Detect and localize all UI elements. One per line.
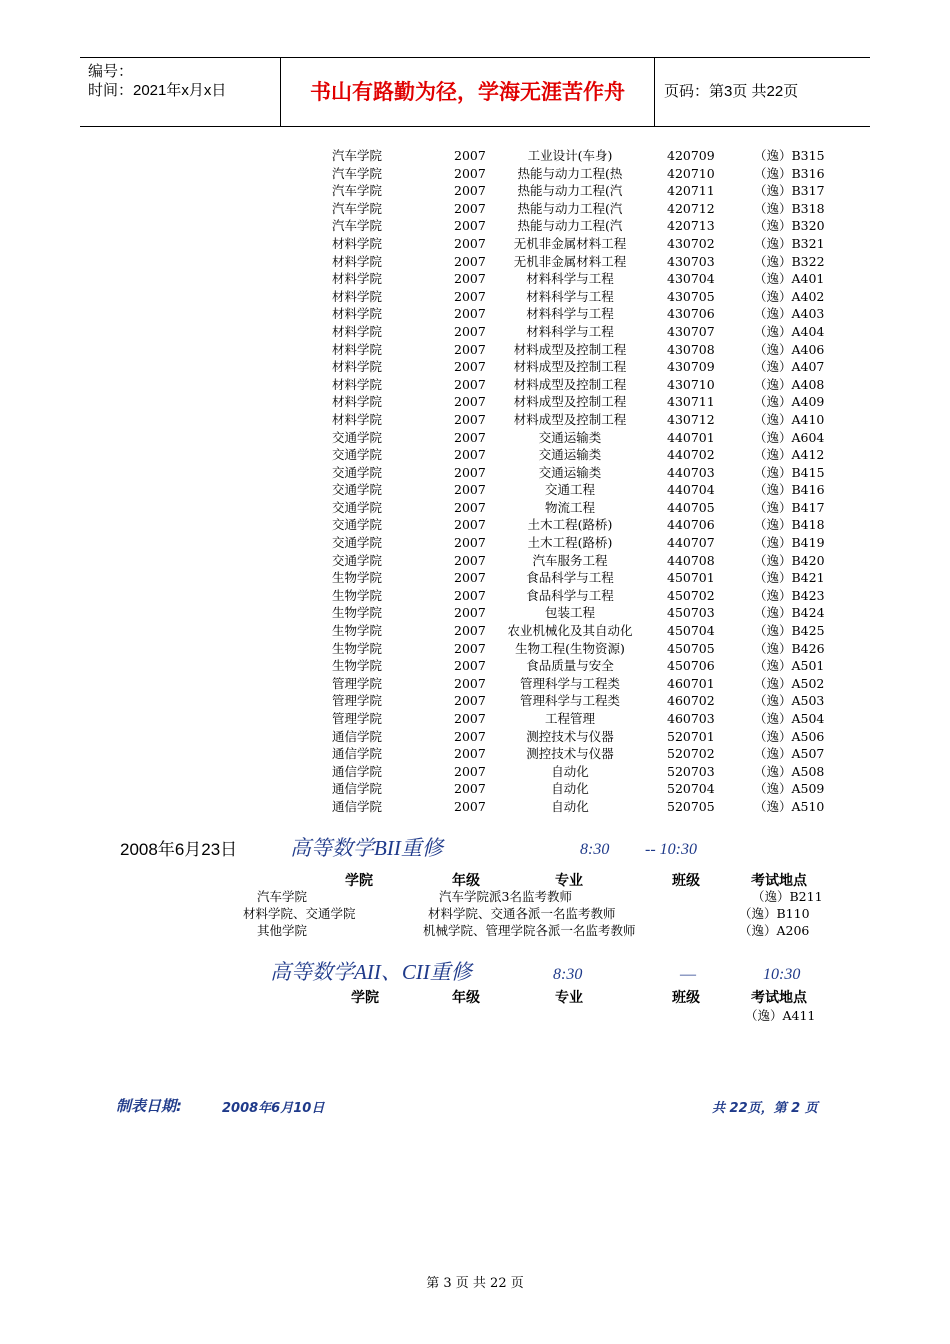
grade-cell: 2007 bbox=[454, 517, 486, 533]
grade-cell: 2007 bbox=[454, 570, 486, 586]
college-cell: 生物学院 bbox=[332, 640, 383, 656]
grade-cell: 2007 bbox=[454, 623, 486, 639]
major-cell: 材料成型及控制工程 bbox=[513, 359, 627, 375]
grade-cell: 2007 bbox=[454, 552, 486, 568]
college-cell: 材料学院 bbox=[332, 323, 383, 339]
college-cell: 交通学院 bbox=[332, 447, 383, 463]
table-row bbox=[0, 165, 950, 183]
room-cell: （逸）B423 bbox=[754, 587, 825, 603]
room-cell: （逸）B315 bbox=[754, 148, 825, 163]
table-row bbox=[0, 780, 950, 798]
header-meta bbox=[80, 58, 281, 126]
major-cell: 管理科学与工程类 bbox=[519, 693, 620, 709]
table-row bbox=[0, 323, 950, 341]
table-row bbox=[0, 622, 950, 640]
col-header-class: 班级 bbox=[672, 873, 700, 889]
grade-cell: 2007 bbox=[454, 499, 486, 515]
class-cell: 520705 bbox=[667, 798, 715, 814]
class-cell: 420712 bbox=[667, 200, 715, 216]
grade-cell: 2007 bbox=[454, 605, 486, 621]
table-row bbox=[0, 270, 950, 288]
class-cell: 430710 bbox=[667, 376, 715, 392]
major-cell: 材料成型及控制工程 bbox=[513, 341, 627, 357]
time-label: 时间：2021年x月x日 bbox=[88, 82, 227, 99]
table-row bbox=[0, 499, 950, 517]
table-row bbox=[0, 552, 950, 570]
class-cell: 430711 bbox=[667, 394, 715, 410]
major-cell: 食品质量与安全 bbox=[526, 658, 614, 674]
time-end: -- 10:30 bbox=[645, 841, 697, 858]
major-cell: 工业设计(车身) bbox=[527, 148, 613, 163]
grade-cell: 2007 bbox=[454, 323, 486, 339]
class-cell: 440702 bbox=[667, 447, 715, 463]
college-cell: 材料学院 bbox=[332, 376, 383, 392]
room-cell: （逸）B417 bbox=[754, 499, 825, 515]
header-page-cell bbox=[655, 58, 870, 126]
exam-schedule-table bbox=[0, 147, 950, 816]
class-cell: 430706 bbox=[667, 306, 715, 322]
college-cell: 管理学院 bbox=[332, 693, 383, 709]
class-cell: 430708 bbox=[667, 341, 715, 357]
class-cell: 440701 bbox=[667, 429, 715, 445]
page-code: 页码：第3页 共22页 bbox=[664, 83, 799, 100]
class-cell: 440705 bbox=[667, 499, 715, 515]
table-row bbox=[0, 587, 950, 605]
col-header-college: 学院 bbox=[345, 873, 373, 889]
made-date-label: 制表日期: bbox=[116, 1097, 182, 1115]
table-row bbox=[0, 640, 950, 658]
motto: 书山有路勤为径，学海无涯苦作舟 bbox=[310, 80, 625, 104]
grade-cell: 2007 bbox=[454, 394, 486, 410]
major-cell: 交通运输类 bbox=[538, 429, 602, 445]
table-row bbox=[0, 305, 950, 323]
major-cell: 自动化 bbox=[551, 763, 589, 779]
class-cell: 430705 bbox=[667, 288, 715, 304]
room-cell: （逸）B320 bbox=[754, 218, 825, 234]
college-cell: 材料学院 bbox=[332, 235, 383, 251]
room-cell: （逸）A404 bbox=[754, 323, 825, 339]
room-cell: （逸）A502 bbox=[754, 675, 825, 691]
page-number: 第 3 页 共 22 页 bbox=[426, 1276, 524, 1291]
room-cell: （逸）B426 bbox=[754, 640, 825, 656]
class-cell: 450704 bbox=[667, 623, 715, 639]
table-row bbox=[0, 376, 950, 394]
table-row bbox=[0, 200, 950, 218]
room-cell: （逸）B321 bbox=[754, 235, 825, 251]
col-header-grade-2: 年级 bbox=[452, 990, 480, 1006]
table-row bbox=[0, 481, 950, 499]
room-cell: （逸）B416 bbox=[754, 482, 825, 498]
grade-cell: 2007 bbox=[454, 148, 486, 163]
note-text: 汽车学院派3名监考教师 bbox=[439, 889, 572, 904]
grade-cell: 2007 bbox=[454, 587, 486, 603]
major-cell: 自动化 bbox=[551, 781, 589, 797]
college-cell: 材料学院 bbox=[332, 288, 383, 304]
table-row bbox=[0, 235, 950, 253]
grade-cell: 2007 bbox=[454, 464, 486, 480]
major-cell: 热能与动力工程(汽 bbox=[517, 183, 623, 199]
grade-cell: 2007 bbox=[454, 781, 486, 797]
room-cell: （逸）A407 bbox=[754, 359, 825, 375]
major-cell: 生物工程(生物资源) bbox=[515, 640, 625, 656]
room-cell: （逸）A510 bbox=[754, 798, 825, 814]
class-cell: 450706 bbox=[667, 658, 715, 674]
table-row bbox=[0, 534, 950, 552]
grade-cell: 2007 bbox=[454, 711, 486, 726]
grade-cell: 2007 bbox=[454, 746, 486, 762]
col-header-room: 考试地点 bbox=[751, 873, 807, 889]
table-row bbox=[0, 692, 950, 710]
time-start-2: 8:30 bbox=[553, 966, 583, 983]
room-cell: （逸）B425 bbox=[754, 623, 825, 639]
room-cell: （逸）B418 bbox=[754, 517, 825, 533]
major-cell: 土木工程(路桥) bbox=[527, 517, 613, 533]
course-title: 高等数学BII重修 bbox=[290, 836, 443, 860]
room-cell: （逸）B420 bbox=[754, 552, 825, 568]
grade-cell: 2007 bbox=[454, 235, 486, 251]
table-row bbox=[0, 446, 950, 464]
table-row bbox=[0, 728, 950, 746]
class-cell: 430704 bbox=[667, 271, 715, 287]
table-row bbox=[0, 253, 950, 271]
col-header-room-2: 考试地点 bbox=[751, 990, 807, 1006]
college-cell: 管理学院 bbox=[332, 675, 383, 691]
college-cell: 交通学院 bbox=[332, 552, 383, 568]
major-cell: 自动化 bbox=[551, 798, 589, 814]
major-cell: 材料成型及控制工程 bbox=[513, 411, 627, 427]
note-room: （逸）B211 bbox=[752, 889, 823, 904]
class-cell: 520703 bbox=[667, 763, 715, 779]
class-cell: 450705 bbox=[667, 640, 715, 656]
college-cell: 材料学院 bbox=[332, 306, 383, 322]
grade-cell: 2007 bbox=[454, 271, 486, 287]
table-row bbox=[0, 341, 950, 359]
room-cell: （逸）A406 bbox=[754, 341, 825, 357]
room-cell: （逸）A604 bbox=[754, 429, 825, 445]
major-cell: 汽车服务工程 bbox=[532, 552, 608, 568]
room-cell: （逸）A401 bbox=[754, 271, 825, 287]
room-cell: （逸）A409 bbox=[754, 394, 825, 410]
table-row bbox=[0, 745, 950, 763]
grade-cell: 2007 bbox=[454, 429, 486, 445]
college-cell: 交通学院 bbox=[332, 517, 383, 533]
room-cell: （逸）A402 bbox=[754, 288, 825, 304]
room-cell: （逸）B317 bbox=[754, 183, 825, 199]
grade-cell: 2007 bbox=[454, 640, 486, 656]
major-cell: 交通运输类 bbox=[538, 447, 602, 463]
college-cell: 交通学院 bbox=[332, 535, 383, 551]
room-cell: （逸）B424 bbox=[754, 605, 825, 621]
page-info: 共 22页，第 2 页 bbox=[712, 1101, 818, 1116]
college-cell: 通信学院 bbox=[332, 798, 383, 814]
major-cell: 热能与动力工程(汽 bbox=[517, 218, 623, 234]
course-title-2: 高等数学AII、CII重修 bbox=[270, 960, 472, 984]
college-cell: 通信学院 bbox=[332, 781, 383, 797]
number-label: 编号： bbox=[88, 63, 134, 80]
major-cell: 交通工程 bbox=[544, 482, 595, 498]
class-cell: 460702 bbox=[667, 693, 715, 709]
table-row bbox=[0, 798, 950, 816]
class-cell: 440707 bbox=[667, 535, 715, 551]
class-cell: 460703 bbox=[667, 711, 715, 726]
table-row bbox=[0, 516, 950, 534]
college-cell: 材料学院 bbox=[332, 271, 383, 287]
note-room: （逸）A206 bbox=[739, 923, 810, 938]
table-row bbox=[0, 675, 950, 693]
grade-cell: 2007 bbox=[454, 728, 486, 744]
class-cell: 520702 bbox=[667, 746, 715, 762]
table-row bbox=[0, 657, 950, 675]
major-cell: 无机非金属材料工程 bbox=[513, 253, 627, 269]
exam-date: 2008年6月23日 bbox=[120, 840, 238, 859]
class-cell: 420713 bbox=[667, 218, 715, 234]
col-header-major: 专业 bbox=[555, 873, 583, 889]
college-cell: 交通学院 bbox=[332, 482, 383, 498]
table-row bbox=[0, 217, 950, 235]
major-cell: 农业机械化及其自动化 bbox=[507, 623, 633, 639]
room-cell: （逸）A506 bbox=[754, 728, 825, 744]
college-cell: 管理学院 bbox=[332, 711, 383, 726]
table-row bbox=[0, 393, 950, 411]
room-cell: （逸）A408 bbox=[754, 376, 825, 392]
table-row bbox=[0, 429, 950, 447]
grade-cell: 2007 bbox=[454, 482, 486, 498]
table-row bbox=[0, 710, 950, 728]
room-cell: （逸）B415 bbox=[754, 464, 825, 480]
table-row bbox=[0, 147, 950, 165]
major-cell: 无机非金属材料工程 bbox=[513, 235, 627, 251]
major-cell: 材料成型及控制工程 bbox=[513, 376, 627, 392]
college-cell: 生物学院 bbox=[332, 605, 383, 621]
table-row bbox=[0, 411, 950, 429]
major-cell: 测控技术与仪器 bbox=[526, 746, 614, 762]
time-dash-2: — bbox=[680, 966, 696, 983]
college-cell: 汽车学院 bbox=[332, 165, 383, 181]
major-cell: 测控技术与仪器 bbox=[526, 728, 614, 744]
table-row bbox=[0, 358, 950, 376]
college-cell: 材料学院 bbox=[332, 253, 383, 269]
col-header-college-2: 学院 bbox=[351, 990, 379, 1006]
document-header bbox=[80, 57, 870, 127]
class-cell: 430712 bbox=[667, 411, 715, 427]
grade-cell: 2007 bbox=[454, 798, 486, 814]
college-cell: 汽车学院 bbox=[332, 148, 383, 163]
college-cell: 交通学院 bbox=[332, 464, 383, 480]
grade-cell: 2007 bbox=[454, 253, 486, 269]
major-cell: 材料科学与工程 bbox=[526, 271, 614, 287]
grade-cell: 2007 bbox=[454, 447, 486, 463]
room-cell: （逸）A412 bbox=[754, 447, 825, 463]
note-college: 材料学院、交通学院 bbox=[243, 906, 356, 921]
room-cell: （逸）B322 bbox=[754, 253, 825, 269]
major-cell: 食品科学与工程 bbox=[526, 587, 614, 603]
header-motto-cell bbox=[281, 58, 655, 126]
college-cell: 生物学院 bbox=[332, 570, 383, 586]
class-cell: 450703 bbox=[667, 605, 715, 621]
class-cell: 460701 bbox=[667, 675, 715, 691]
major-cell: 工程管理 bbox=[544, 711, 595, 726]
college-cell: 材料学院 bbox=[332, 411, 383, 427]
major-cell: 交通运输类 bbox=[538, 464, 602, 480]
grade-cell: 2007 bbox=[454, 306, 486, 322]
major-cell: 热能与动力工程(热 bbox=[517, 165, 623, 181]
grade-cell: 2007 bbox=[454, 675, 486, 691]
college-cell: 材料学院 bbox=[332, 341, 383, 357]
major-cell: 管理科学与工程类 bbox=[519, 675, 620, 691]
table-row bbox=[0, 604, 950, 622]
grade-cell: 2007 bbox=[454, 200, 486, 216]
room-cell: （逸）A501 bbox=[754, 658, 825, 674]
class-cell: 440708 bbox=[667, 552, 715, 568]
college-cell: 汽车学院 bbox=[332, 200, 383, 216]
time-end-2: 10:30 bbox=[763, 966, 801, 983]
room-cell: （逸）B421 bbox=[754, 570, 825, 586]
grade-cell: 2007 bbox=[454, 165, 486, 181]
class-cell: 430709 bbox=[667, 359, 715, 375]
room-cell: （逸）A403 bbox=[754, 306, 825, 322]
table-row bbox=[0, 464, 950, 482]
grade-cell: 2007 bbox=[454, 341, 486, 357]
grade-cell: 2007 bbox=[454, 376, 486, 392]
class-cell: 420709 bbox=[667, 148, 715, 163]
col-header-grade: 年级 bbox=[452, 873, 480, 889]
time-start: 8:30 bbox=[580, 841, 610, 858]
class-cell: 440703 bbox=[667, 464, 715, 480]
college-cell: 通信学院 bbox=[332, 746, 383, 762]
class-cell: 420711 bbox=[667, 183, 715, 199]
note-room: （逸）B110 bbox=[739, 906, 810, 921]
college-cell: 通信学院 bbox=[332, 763, 383, 779]
class-cell: 440706 bbox=[667, 517, 715, 533]
grade-cell: 2007 bbox=[454, 183, 486, 199]
major-cell: 材料科学与工程 bbox=[526, 288, 614, 304]
grade-cell: 2007 bbox=[454, 359, 486, 375]
major-cell: 包装工程 bbox=[544, 605, 595, 621]
college-cell: 交通学院 bbox=[332, 429, 383, 445]
table-row bbox=[0, 288, 950, 306]
room-cell: （逸）A508 bbox=[754, 763, 825, 779]
room-cell: （逸）A503 bbox=[754, 693, 825, 709]
major-cell: 物流工程 bbox=[544, 499, 595, 515]
made-date: 2008年6月10日 bbox=[222, 1101, 325, 1116]
major-cell: 材料科学与工程 bbox=[526, 323, 614, 339]
college-cell: 材料学院 bbox=[332, 359, 383, 375]
grade-cell: 2007 bbox=[454, 658, 486, 674]
section-bii bbox=[0, 836, 950, 864]
class-cell: 430707 bbox=[667, 323, 715, 339]
class-cell: 430702 bbox=[667, 235, 715, 251]
room-cell: （逸）A509 bbox=[754, 781, 825, 797]
table-row bbox=[0, 763, 950, 781]
note-text: 材料学院、交通各派一名监考教师 bbox=[428, 906, 616, 921]
table-row bbox=[0, 182, 950, 200]
college-cell: 交通学院 bbox=[332, 499, 383, 515]
grade-cell: 2007 bbox=[454, 288, 486, 304]
room-cell: （逸）A507 bbox=[754, 746, 825, 762]
note-college: 其他学院 bbox=[257, 923, 308, 938]
class-cell: 450701 bbox=[667, 570, 715, 586]
col-header-class-2: 班级 bbox=[672, 990, 700, 1006]
college-cell: 汽车学院 bbox=[332, 183, 383, 199]
note-text: 机械学院、管理学院各派一名监考教师 bbox=[423, 923, 636, 938]
major-cell: 土木工程(路桥) bbox=[527, 535, 613, 551]
grade-cell: 2007 bbox=[454, 693, 486, 709]
grade-cell: 2007 bbox=[454, 411, 486, 427]
class-cell: 420710 bbox=[667, 165, 715, 181]
class-cell: 520704 bbox=[667, 781, 715, 797]
room-cell: （逸）B419 bbox=[754, 535, 825, 551]
college-cell: 生物学院 bbox=[332, 623, 383, 639]
room-cell: （逸）A410 bbox=[754, 411, 825, 427]
col-header-major-2: 专业 bbox=[555, 990, 583, 1006]
grade-cell: 2007 bbox=[454, 535, 486, 551]
major-cell: 材料科学与工程 bbox=[526, 306, 614, 322]
college-cell: 材料学院 bbox=[332, 394, 383, 410]
college-cell: 生物学院 bbox=[332, 587, 383, 603]
class-cell: 440704 bbox=[667, 482, 715, 498]
room-2: （逸）A411 bbox=[745, 1008, 816, 1023]
room-cell: （逸）B318 bbox=[754, 200, 825, 216]
major-cell: 热能与动力工程(汽 bbox=[517, 200, 623, 216]
grade-cell: 2007 bbox=[454, 218, 486, 234]
major-cell: 材料成型及控制工程 bbox=[513, 394, 627, 410]
major-cell: 食品科学与工程 bbox=[526, 570, 614, 586]
class-cell: 520701 bbox=[667, 728, 715, 744]
room-cell: （逸）B316 bbox=[754, 165, 825, 181]
class-cell: 430703 bbox=[667, 253, 715, 269]
college-cell: 生物学院 bbox=[332, 658, 383, 674]
table-row bbox=[0, 569, 950, 587]
college-cell: 汽车学院 bbox=[332, 218, 383, 234]
room-cell: （逸）A504 bbox=[754, 711, 825, 726]
class-cell: 450702 bbox=[667, 587, 715, 603]
grade-cell: 2007 bbox=[454, 763, 486, 779]
college-cell: 通信学院 bbox=[332, 728, 383, 744]
note-college: 汽车学院 bbox=[257, 889, 308, 904]
